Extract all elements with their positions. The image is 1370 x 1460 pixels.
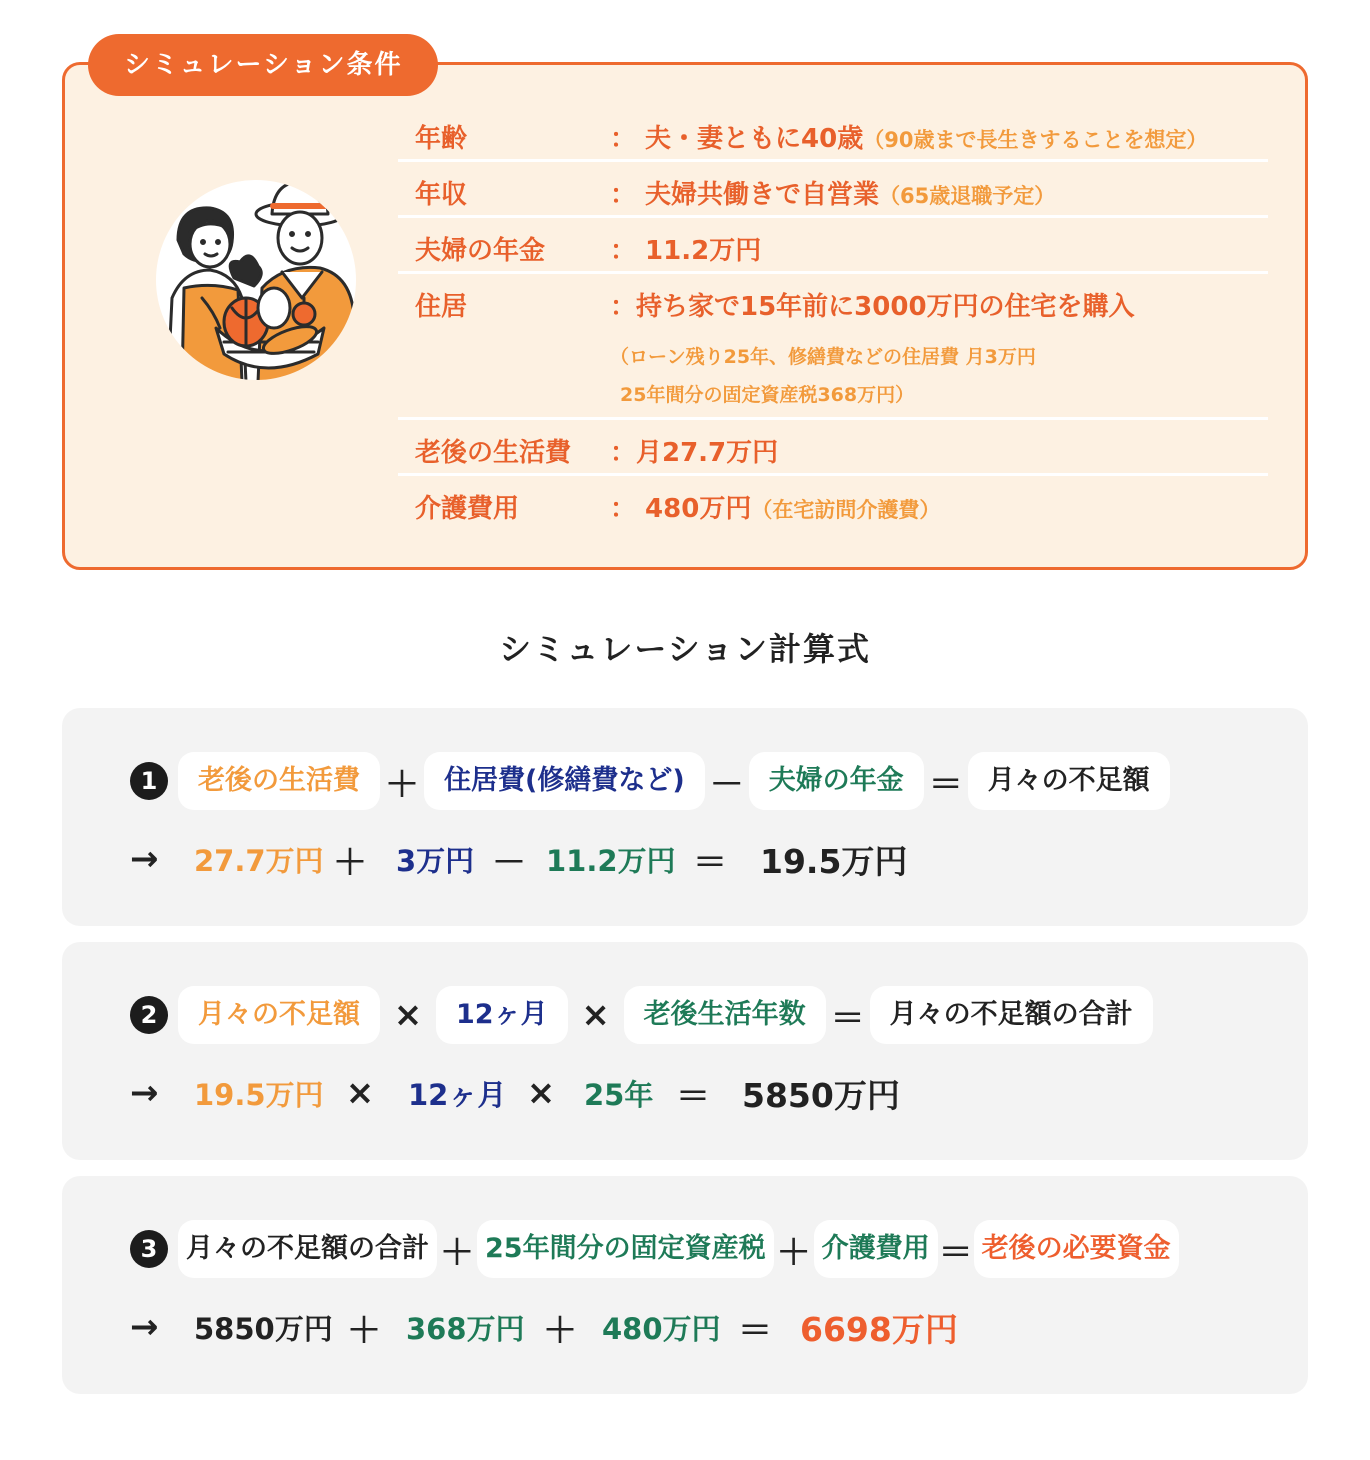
conditions-tag: シミュレーション条件	[88, 34, 438, 96]
operator: ×	[345, 1073, 375, 1113]
result-line	[130, 836, 907, 882]
condition-row-care-cost	[398, 476, 1268, 532]
formula-panel-3	[62, 1176, 1308, 1394]
condition-label: 住居	[415, 292, 468, 322]
result-line	[130, 1070, 900, 1116]
value: 19.5万円	[760, 841, 908, 881]
condition-note: 25年間分の固定資産税368万円）	[620, 384, 915, 406]
value: 5850万円	[742, 1075, 900, 1115]
term-pill: 12ヶ月	[436, 986, 568, 1044]
operator: ＝	[693, 842, 727, 883]
operator: ＝	[676, 1076, 710, 1117]
value: 3万円	[396, 843, 475, 878]
term-pill: 介護費用	[814, 1220, 938, 1278]
condition-value: ： 夫婦共働きで自営業（65歳退職予定）	[610, 180, 1056, 210]
value: 480万円	[602, 1311, 721, 1346]
operator: －	[492, 842, 526, 883]
formula-line	[130, 986, 1153, 1044]
operator: ＋	[440, 1232, 474, 1273]
term-pill: 月々の不足額の合計	[870, 986, 1153, 1044]
condition-value: ： 480万円（在宅訪問介護費）	[610, 494, 941, 524]
condition-row-pension	[398, 218, 1268, 274]
conditions-table	[398, 106, 1268, 532]
condition-row-age	[398, 106, 1268, 162]
value: 6698万円	[800, 1309, 958, 1349]
condition-label: 介護費用	[415, 494, 520, 524]
operator: ＝	[928, 764, 963, 805]
operator: ＝	[738, 1310, 772, 1351]
step-number-badge: 2	[130, 996, 168, 1034]
condition-row-income	[398, 162, 1268, 218]
value: 27.7万円	[194, 843, 324, 878]
operator: ＋	[543, 1310, 577, 1351]
condition-value: ： 11.2万円	[610, 236, 762, 266]
value: 25年	[584, 1077, 654, 1112]
couple-farmers-illustration	[154, 178, 358, 382]
formula-line	[130, 752, 1170, 810]
condition-row-housing	[398, 274, 1268, 420]
arrow-icon: →	[130, 1307, 159, 1347]
operator: ＝	[938, 1232, 973, 1273]
operator: ＋	[776, 1232, 811, 1273]
operator: ＝	[830, 998, 865, 1039]
condition-label: 年収	[415, 180, 468, 210]
value: 11.2万円	[546, 843, 676, 878]
value: 12ヶ月	[408, 1077, 507, 1112]
value: 19.5万円	[194, 1077, 324, 1112]
condition-row-living-cost	[398, 420, 1268, 476]
term-pill: 月々の不足額の合計	[178, 1220, 437, 1278]
formula-panel-2	[62, 942, 1308, 1160]
term-pill: 月々の不足額	[968, 752, 1170, 810]
term-pill: 老後生活年数	[624, 986, 826, 1044]
condition-value: ：月27.7万円	[610, 438, 779, 468]
condition-label: 老後の生活費	[415, 438, 572, 468]
condition-label: 年齢	[415, 124, 468, 154]
value: 368万円	[406, 1311, 525, 1346]
operator: ×	[581, 995, 610, 1035]
term-pill: 老後の必要資金	[974, 1220, 1179, 1278]
operator: ×	[393, 995, 423, 1035]
value: 5850万円	[194, 1311, 333, 1346]
operator: ＋	[347, 1310, 381, 1351]
arrow-icon: →	[130, 839, 159, 879]
term-pill: 夫婦の年金	[749, 752, 924, 810]
term-pill: 老後の生活費	[178, 752, 380, 810]
condition-value: ： 夫・妻ともに40歳（90歳まで長生きすることを想定）	[610, 124, 1208, 154]
condition-value: ：持ち家で15年前に3000万円の住宅を購入	[610, 292, 1135, 322]
result-line	[130, 1304, 958, 1350]
formula-line	[130, 1220, 1179, 1278]
operator: ＋	[333, 842, 367, 883]
formula-panel-1	[62, 708, 1308, 926]
term-pill: 25年間分の固定資産税	[477, 1220, 774, 1278]
condition-label: 夫婦の年金	[415, 236, 546, 266]
condition-note: （ローン残り25年、修繕費などの住居費 月3万円	[610, 346, 1036, 368]
term-pill: 住居費(修繕費など)	[424, 752, 705, 810]
formula-section-title: シミュレーション計算式	[498, 630, 872, 668]
operator: －	[709, 764, 744, 805]
operator: ×	[526, 1073, 556, 1113]
step-number-badge: 1	[130, 762, 168, 800]
term-pill: 月々の不足額	[178, 986, 380, 1044]
arrow-icon: →	[130, 1073, 159, 1113]
step-number-badge: 3	[130, 1230, 168, 1268]
operator: ＋	[385, 764, 419, 805]
